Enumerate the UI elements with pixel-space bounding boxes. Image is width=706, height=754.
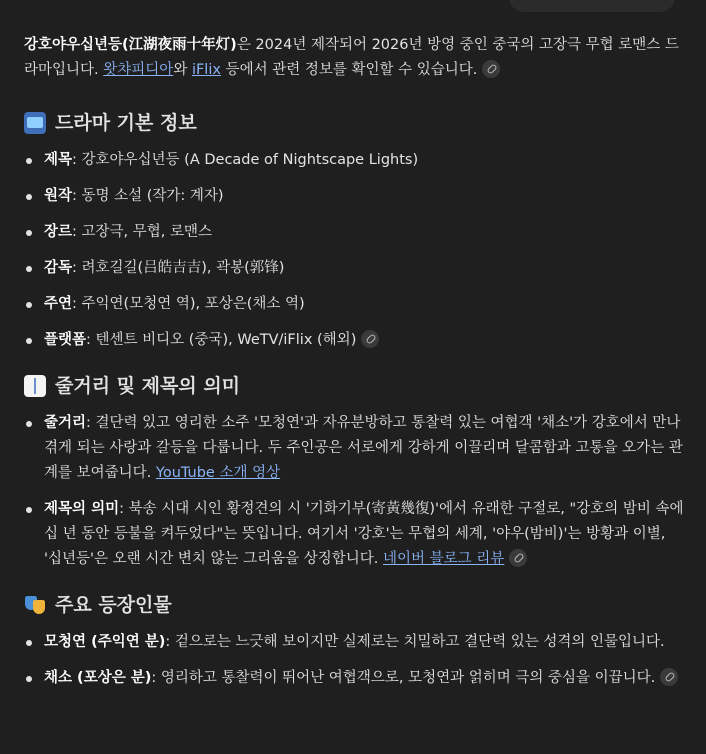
item-label: 장르 <box>44 224 73 240</box>
naver-blog-link[interactable]: 네이버 블로그 리뷰 <box>383 551 505 567</box>
item-label: 감독 <box>44 260 73 276</box>
input-pill[interactable] <box>509 0 675 12</box>
list-item <box>24 411 684 486</box>
item-label: 원작 <box>44 188 73 204</box>
item-label: 줄거리 <box>44 415 87 431</box>
source-link-icon[interactable] <box>482 60 500 78</box>
item-value: : 텐센트 비디오 (중국), WeTV/iFlix (해외) <box>86 332 357 348</box>
theater-masks-icon <box>24 594 46 616</box>
heading-text: 주요 등장인물 <box>55 594 172 616</box>
section-heading-cast <box>24 590 684 620</box>
open-book-icon <box>24 375 46 397</box>
list-item <box>24 184 684 209</box>
item-value: : 주익연(모청연 역), 포상은(채소 역) <box>72 296 305 312</box>
item-value: : 강호야우십년등 (A Decade of Nightscape Lights) <box>72 152 419 168</box>
intro-text: 와 <box>173 62 192 78</box>
list-item <box>24 328 684 353</box>
item-value: : 고장극, 무협, 로맨스 <box>72 224 213 240</box>
source-link-icon[interactable] <box>660 668 678 686</box>
item-value: : 겉으로는 느긋해 보이지만 실제로는 치밀하고 결단력 있는 성격의 인물입니다. <box>165 634 665 650</box>
plot-list <box>24 411 684 572</box>
item-label: 제목 <box>44 152 73 168</box>
heading-text: 드라마 기본 정보 <box>55 112 197 134</box>
section-heading-plot <box>24 371 684 401</box>
list-item <box>24 220 684 245</box>
television-icon <box>24 112 46 134</box>
heading-text: 줄거리 및 제목의 의미 <box>55 375 241 397</box>
intro-paragraph <box>24 33 684 83</box>
intro-text: 은 2024년 제작되어 2026년 방영 중인 중국의 고장극 무협 로맨스 드라마입니다. <box>24 37 679 78</box>
list-item <box>24 666 684 691</box>
item-label: 주연 <box>44 296 73 312</box>
list-item <box>24 148 684 173</box>
item-value: : 동명 소설 (작가: 계자) <box>72 188 224 204</box>
item-label: 제목의 의미 <box>44 501 120 517</box>
item-label: 채소 (포상은 분) <box>44 670 152 686</box>
intro-text: 등에서 관련 정보를 확인할 수 있습니다. <box>220 62 478 78</box>
drama-title: 강호야우십년등(江湖夜雨十年灯) <box>24 37 237 53</box>
item-value: : 영리하고 통찰력이 뛰어난 여협객으로, 모청연과 얽히며 극의 중심을 이끕니다. <box>151 670 656 686</box>
list-item <box>24 497 684 572</box>
source-link-icon[interactable] <box>361 330 379 348</box>
response-content <box>24 33 684 709</box>
list-item <box>24 256 684 281</box>
watcha-link[interactable]: 왓챠피디아 <box>103 62 174 78</box>
item-label: 모청연 (주익연 분) <box>44 634 166 650</box>
item-label: 플랫폼 <box>44 332 87 348</box>
section-heading-basic <box>24 108 684 138</box>
item-value: : 려호길길(吕皓吉吉), 곽봉(郭锋) <box>72 260 285 276</box>
youtube-link[interactable]: YouTube 소개 영상 <box>155 465 281 481</box>
item-value: : 북송 시대 시인 황정견의 시 '기화기부(寄黃幾復)'에서 유래한 구절로, "강호의 밤비 속에 십 년 동안 등불을 켜두었다"는 뜻입니다. 여기서 '강호'는 무협의 세계, '야우(밤비)'는 방황과 이별, '십년등'은 오랜 시간 변치 않는 그리움을 상징합니다. <box>44 501 684 567</box>
basic-info-list <box>24 148 684 353</box>
item-value: : 결단력 있고 영리한 소주 '모청연'과 자유분방하고 통찰력 있는 여협객 '채소'가 강호에서 만나 겪게 되는 사랑과 갈등을 다룹니다. 두 주인공은 서로에게 강하게 이끌리며 달콤함과 고통을 오가는 관계를 보여줍니다. <box>44 415 683 481</box>
list-item <box>24 630 684 655</box>
iflix-link[interactable]: iFlix <box>191 62 221 78</box>
source-link-icon[interactable] <box>509 549 527 567</box>
cast-list <box>24 630 684 691</box>
list-item <box>24 292 684 317</box>
